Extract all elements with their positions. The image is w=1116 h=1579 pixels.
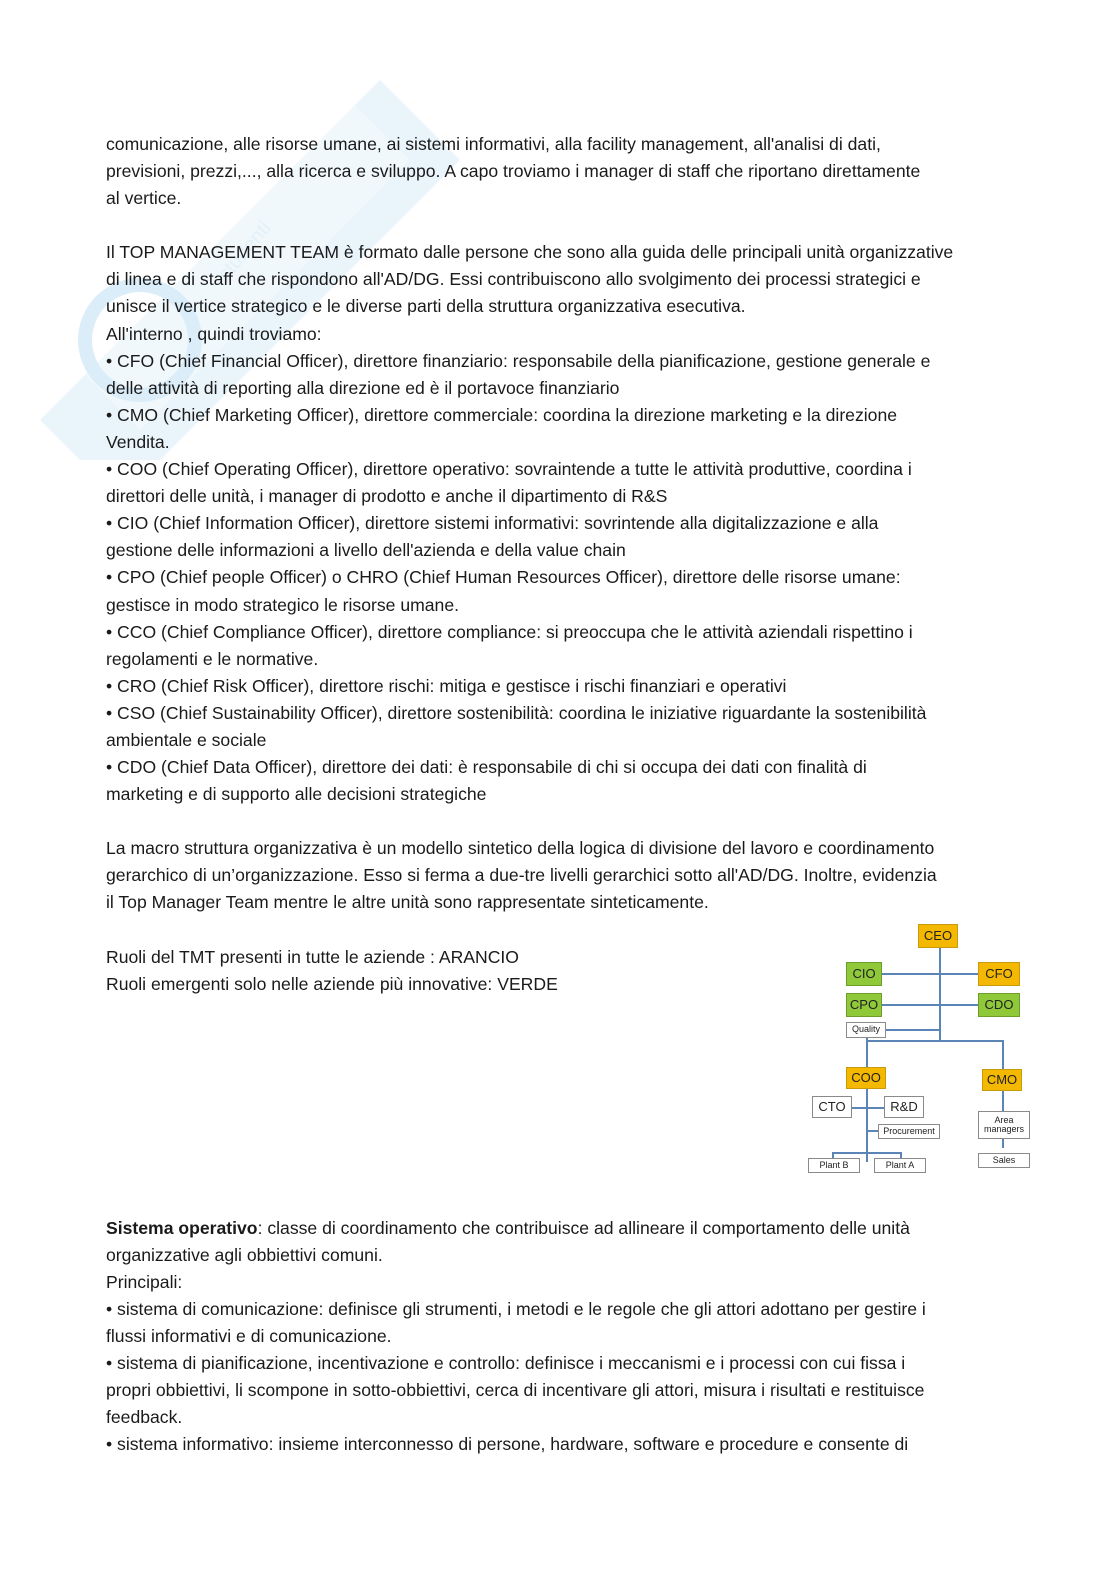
list-item: • sistema di pianificazione, incentivazione e controllo: definisce i meccanismi e i processi con cui fissa i [106,1353,906,1373]
list-item: • CSO (Chief Sustainability Officer), direttore sostenibilità: coordina le iniziative riguardante la sostenibilità [106,702,927,723]
list-item: feedback. [106,1407,183,1428]
text-line: La macro struttura organizzativa è un modello sintetico della logica di divisione del lavoro e coordinamento [106,838,935,859]
org-node-area-managers: Area managers [978,1111,1030,1139]
list-item: • CPO (Chief people Officer) o CHRO (Chief Human Resources Officer), direttore delle risorse umane: [106,567,901,588]
org-chart [806,924,1036,1214]
legend-orange: Ruoli del TMT presenti in tutte le aziende : ARANCIO [106,946,519,967]
org-node-cpo: CPO [846,993,882,1017]
text-line: comunicazione, alle risorse umane, ai sistemi informativi, alla facility management, all'analisi di dati, [106,134,881,154]
list-item: • COO (Chief Operating Officer), direttore operativo: sovraintende a tutte le attività produttive, coordina i [106,459,912,480]
org-node-plant-b: Plant B [808,1158,860,1173]
list-item: • sistema di comunicazione: definisce gli strumenti, i metodi e le regole che gli attori adottano per gestire i [106,1298,926,1319]
list-item: direttori delle unità, i manager di prodotto e anche il dipartimento di R&S [106,486,668,507]
org-node-rd: R&D [884,1096,924,1118]
intro-paragraph [106,131,1006,212]
text-line [106,1215,1006,1242]
list-item: • CDO (Chief Data Officer), direttore dei dati: è responsabile di chi si occupa dei dati con finalità di [106,757,867,778]
org-node-plant-a: Plant A [874,1158,926,1173]
legend-and-chart [106,928,1025,1215]
org-node-cfo: CFO [978,962,1020,986]
list-item: • CMO (Chief Marketing Officer), direttore commerciale: coordina la direzione marketing e la direzione [106,404,898,425]
text-line: All'interno , quindi troviamo: [106,323,322,344]
list-item: Vendita. [106,431,170,452]
org-node-cmo: CMO [982,1069,1022,1091]
sistema-operativo-section [106,1215,1006,1459]
list-item: flussi informativi e di comunicazione. [106,1325,392,1346]
list-item: ambientale e sociale [106,729,267,750]
text-line: il Top Manager Team mentre le altre unità sono rappresentate sinteticamente. [106,892,709,913]
org-node-quality: Quality [846,1022,886,1038]
text-line: al vertice. [106,188,182,209]
roles-list [106,348,1006,809]
section-definition: : classe di coordinamento che contribuisce ad allineare il comportamento delle unità [257,1217,910,1238]
watermark-text: studenti [213,217,276,286]
text-line: Principali: [106,1271,183,1292]
org-node-ceo: CEO [918,924,958,948]
org-node-sales: Sales [978,1153,1030,1168]
document-body [106,131,1025,1458]
text-line: organizzative agli obbiettivi comuni. [106,1244,383,1265]
list-item: propri obbiettivi, li scompone in sotto-obbiettivi, cerca di incentivare gli attori, misura i risultati e restituisce [106,1380,925,1401]
list-item: • sistema informativo: insieme interconnesso di persone, hardware, software e procedure e consente di [106,1434,909,1455]
text-line: di linea e di staff che rispondono all'AD/DG. Essi contribuiscono allo svolgimento dei processi strategici e [106,269,921,290]
tmt-paragraph [106,239,1006,347]
list-item: delle attività di reporting alla direzione ed è il portavoce finanziario [106,377,620,398]
list-item: • CRO (Chief Risk Officer), direttore rischi: mitiga e gestisce i rischi finanziari e operativi [106,675,787,696]
text-line: previsioni, prezzi,..., alla ricerca e sviluppo. A capo troviamo i manager di staff che riportano direttamente [106,161,921,182]
text-line: gerarchico di un’organizzazione. Esso si ferma a due-tre livelli gerarchici sotto all'AD/DG. Inoltre, evidenzia [106,865,937,886]
text-line: Il TOP MANAGEMENT TEAM è formato dalle persone che sono alla guida delle principali unità organizzative [106,242,954,263]
org-node-cio: CIO [846,962,882,986]
legend-green: Ruoli emergenti solo nelle aziende più innovative: VERDE [106,973,558,994]
list-item: marketing e di supporto alle decisioni strategiche [106,784,487,805]
org-node-coo: COO [846,1067,886,1089]
list-item: regolamenti e le normative. [106,648,319,669]
org-node-cdo: CDO [978,993,1020,1017]
section-term: Sistema operativo [106,1217,258,1238]
org-node-cto: CTO [812,1096,852,1118]
list-item: gestisce in modo strategico le risorse umane. [106,594,460,615]
list-item: • CCO (Chief Compliance Officer), direttore compliance: si preoccupa che le attività aziendali rispettino i [106,621,913,642]
list-item: • CFO (Chief Financial Officer), direttore finanziario: responsabile della pianificazione, gestione generale e [106,350,931,371]
list-item: • CIO (Chief Information Officer), direttore sistemi informativi: sovrintende alla digitalizzazione e alla [106,513,879,534]
macro-paragraph [106,835,1006,916]
list-item: gestione delle informazioni a livello dell'azienda e della value chain [106,540,626,561]
text-line: unisce il vertice strategico e le diverse parti della struttura organizzativa esecutiva. [106,296,746,317]
org-node-procurement: Procurement [878,1124,940,1139]
